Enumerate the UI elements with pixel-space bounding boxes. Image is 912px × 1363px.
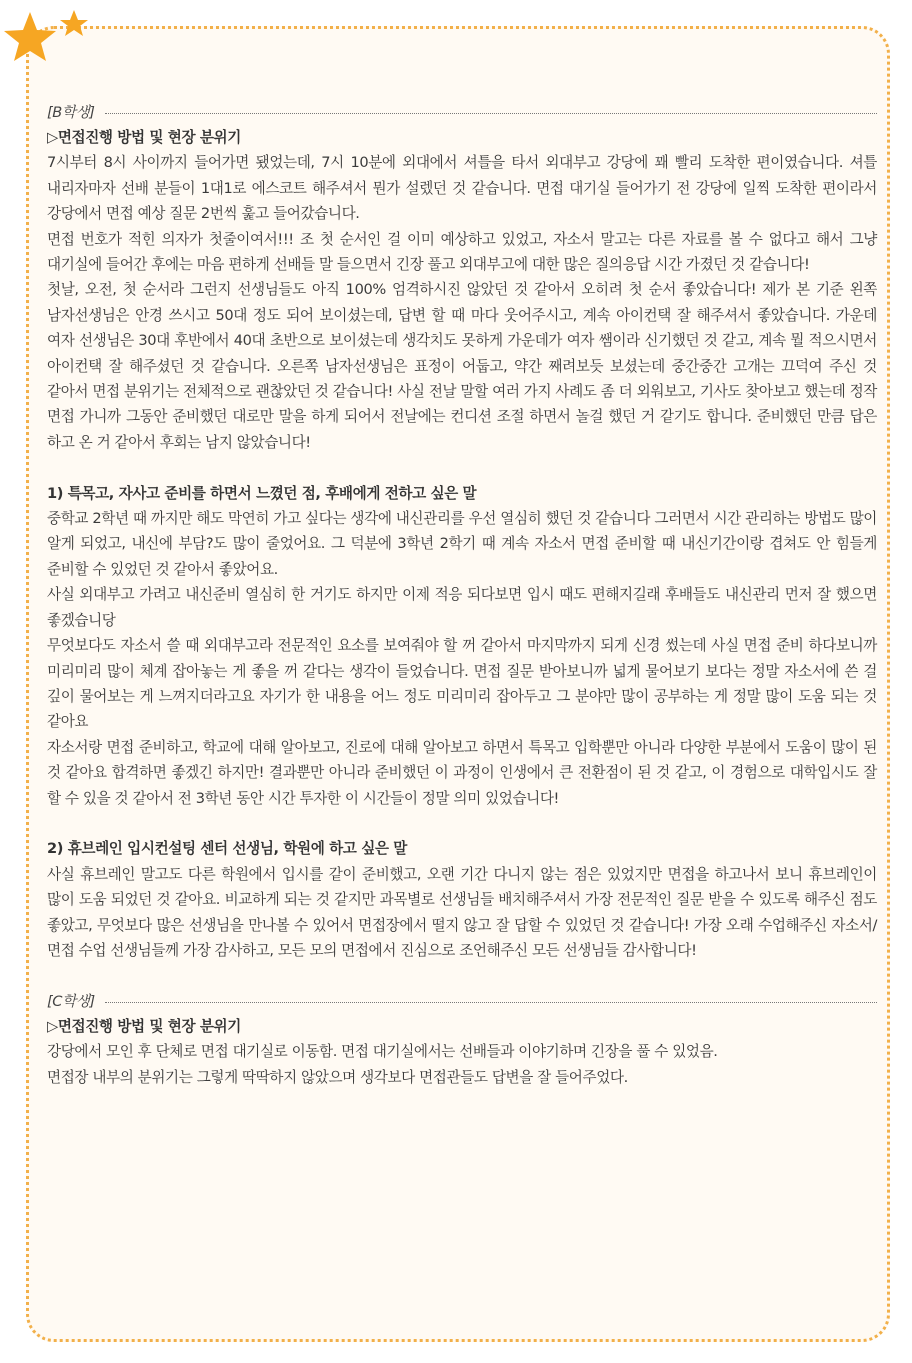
student-b-subtitle: ▷면접진행 방법 및 현장 분위기 bbox=[47, 129, 241, 146]
paragraph: 7시부터 8시 사이까지 들어가면 됐었는데, 7시 10분에 외대에서 셔틀을 타서 외대부고 강당에 꽤 빨리 도착한 편이였습니다. 셔틀 내리자마자 선배 분들이 1대1로 에스코트 해주셔서 뭔가 설렜던 것 같습니다. 면접 대기실 들어가기 전 강당에 일찍 도착한 편이라서 강당에서 면접 예상 질문 2번씩 훑고 들어갔습니다. bbox=[47, 154, 877, 223]
dotted-divider bbox=[105, 1002, 877, 1003]
document-body bbox=[47, 100, 877, 1090]
paragraph: 면접장 내부의 분위기는 그렇게 딱딱하지 않았으며 생각보다 면접관들도 답변을 잘 들어주었다. bbox=[47, 1068, 628, 1086]
paragraph: 사실 외대부고 가려고 내신준비 열심히 한 거기도 하지만 이제 적응 되다보면 입시 때도 편해지길래 후배들도 내신관리 먼저 잘 했으면 좋겠습니당 bbox=[47, 586, 877, 629]
paragraph: 무엇보다도 자소서 쓸 때 외대부고라 전문적인 요소를 보여줘야 할 꺼 같아서 마지막까지 되게 신경 썼는데 사실 면접 준비 하다보니까 미리미리 많이 체계 잡아놓는 게 좋을 꺼 같다는 생각이 들었습니다. 면접 질문 받아보니까 넓게 물어보기 보다는 정말 자소서에 쓴 걸 깊이 물어보는 게 느껴지더라고요 자기가 한 내용을 어느 정도 미리미리 잡아두고 그 분야만 많이 공부하는 게 정말 많이 도움 되는 것 같아요 bbox=[47, 637, 877, 731]
student-b-label: [B학생] bbox=[47, 103, 95, 121]
paragraph: 자소서랑 면접 준비하고, 학교에 대해 알아보고, 진로에 대해 알아보고 하면서 특목고 입학뿐만 아니라 다양한 부분에서 도움이 많이 된 것 같아요 합격하면 좋겠긴 하지만! 결과뿐만 아니라 준비했던 이 과정이 인생에서 큰 전환점이 된 것 같고, 이 경험으로 대학입시도 잘 할 수 있을 것 같아서 전 3학년 동안 시간 투자한 이 시간들이 정말 의미 있었습니다! bbox=[47, 738, 877, 807]
question-2-title: 2) 휴브레인 입시컨설팅 센터 선생님, 학원에 하고 싶은 말 bbox=[47, 840, 407, 858]
dotted-divider bbox=[105, 113, 877, 114]
paragraph: 사실 휴브레인 말고도 다른 학원에서 입시를 같이 준비했고, 오랜 기간 다니지 않는 점은 있었지만 면접을 하고나서 보니 휴브레인이 많이 도움 되었던 것 같아요. 비교하게 되는 것 같지만 과목별로 선생님들 배치해주셔서 가장 전문적인 질문 받을 수 있도록 해주신 점도 좋았고, 무엇보다 많은 선생님을 만나볼 수 있어서 면접장에서 떨지 않고 잘 답할 수 있었던 것 같습니다! 가장 오래 수업해주신 자소서/면접 수업 선생님들께 가장 감사하고, 모든 모의 면접에서 진심으로 조언해주신 모든 선생님들 감사합니다! bbox=[47, 865, 877, 959]
paragraph: 면접 번호가 적힌 의자가 첫줄이여서!!! 조 첫 순서인 걸 이미 예상하고 있었고, 자소서 말고는 다른 자료를 볼 수 없다고 해서 그냥 대기실에 들어간 후에는 마음 편하게 선배들 말 들으면서 긴장 풀고 외대부고에 대한 많은 질의응답 시간 가졌던 것 같습니다! bbox=[47, 230, 877, 274]
paragraph: 강당에서 모인 후 단체로 면접 대기실로 이동함. 면접 대기실에서는 선배들과 이야기하며 긴장을 풀 수 있었음. bbox=[47, 1043, 718, 1061]
small-star-icon bbox=[60, 10, 88, 36]
student-c-subtitle: ▷면접진행 방법 및 현장 분위기 bbox=[47, 1017, 241, 1035]
question-1-title: 1) 특목고, 자사고 준비를 하면서 느꼈던 점, 후배에게 전하고 싶은 말 bbox=[47, 484, 477, 502]
large-star-icon bbox=[4, 12, 56, 61]
paragraph: 첫날, 오전, 첫 순서라 그런지 선생님들도 아직 100% 엄격하시진 않았던 것 같아서 오히려 첫 순서 좋았습니다! 제가 본 기준 왼쪽 남자선생님은 안경 쓰시고 50대 정도 되어 보이셨는데, 답변 할 때 마다 웃어주시고, 계속 아이컨택 잘 해주셔서 좋았습니다. 가운데 여자 선생님은 30대 후반에서 40대 초반으로 보이셨는데 생각치도 못하게 가운데가 여자 쌤이라 신기했던 것 같고, 계속 뭘 적으시면서 아이컨택 잘 해주셨던 것 같습니다. 오른쪽 남자선생님은 표정이 어둡고, 약간 째려보듯 보셨는데 중간중간 고개는 끄덕여 주신 것 같아서 면접 분위기는 전체적으로 괜찮았던 것 같습니다! 사실 전날 말할 여러 가지 사례도 좀 더 외워보고, 기사도 찾아보고 했는데 정작 면접 가니까 그동안 준비했던 대로만 말을 하게 되어서 전날에는 컨디션 조절 하면서 놀걸 했던 거 같기도 합니다. 준비했던 만큼 답은 하고 온 거 같아서 후회는 남지 않았습니다! bbox=[47, 281, 877, 451]
paragraph: 중학교 2학년 때 까지만 해도 막연히 가고 싶다는 생각에 내신관리를 우선 열심히 했던 것 같습니다 그러면서 시간 관리하는 방법도 많이 알게 되었고, 내신에 부담?도 많이 줄었어요. 그 덕분에 3학년 2학기 때 계속 자소서 면접 준비할 때 내신기간이랑 겹쳐도 안 힘들게 준비할 수 있었던 것 같아서 좋았어요. bbox=[47, 510, 877, 578]
student-c-header bbox=[47, 989, 877, 1014]
student-c-label: [C학생] bbox=[47, 992, 95, 1010]
star-decoration bbox=[0, 0, 100, 80]
student-b-header bbox=[47, 100, 877, 125]
